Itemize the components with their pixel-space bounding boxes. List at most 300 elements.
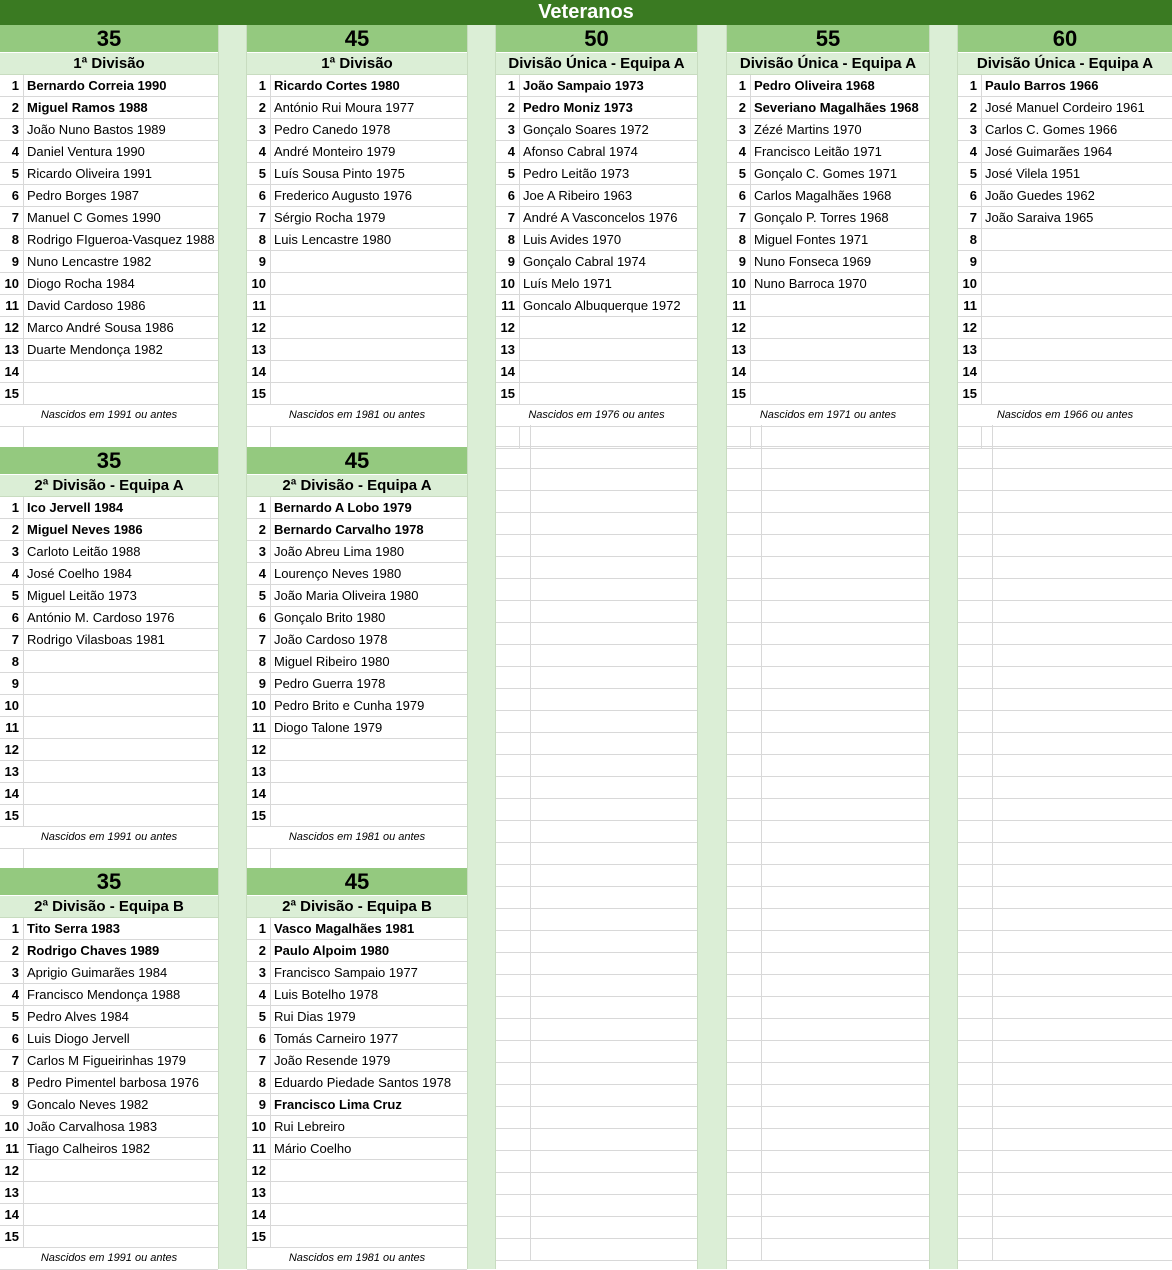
player-row[interactable]: [247, 651, 467, 673]
player-name: João Guedes 1962: [985, 188, 1095, 203]
player-name: [982, 317, 1172, 338]
player-row[interactable]: [0, 607, 218, 629]
player-row[interactable]: [247, 805, 467, 827]
player-row[interactable]: [496, 119, 697, 141]
player-name: Ricardo Oliveira 1991: [27, 166, 153, 181]
empty-row: [958, 931, 1172, 953]
player-row[interactable]: [247, 717, 467, 739]
player-row[interactable]: [0, 1006, 218, 1028]
player-row[interactable]: [0, 497, 218, 519]
player-row[interactable]: [247, 1182, 467, 1204]
player-row[interactable]: [958, 383, 1172, 405]
empty-cell: [958, 447, 993, 468]
player-name: [520, 339, 697, 360]
player-number: 12: [496, 317, 520, 338]
player-number: 11: [0, 717, 24, 738]
player-row[interactable]: [247, 383, 467, 405]
player-row[interactable]: [247, 75, 467, 97]
player-row[interactable]: [496, 97, 697, 119]
player-row[interactable]: [0, 739, 218, 761]
empty-row: [496, 1019, 697, 1041]
player-name: Tomás Carneiro 1977: [274, 1031, 399, 1046]
player-name: [520, 317, 697, 338]
empty-cell: [496, 821, 531, 842]
empty-cell: [958, 469, 993, 490]
player-name: João Resende 1979: [274, 1053, 391, 1068]
player-name: [24, 361, 218, 382]
empty-cell: [958, 997, 993, 1018]
player-name: António M. Cardoso 1976: [27, 610, 175, 625]
player-row[interactable]: [247, 940, 467, 962]
empty-row: [958, 535, 1172, 557]
player-row[interactable]: [727, 295, 929, 317]
player-row[interactable]: [247, 185, 467, 207]
team-block-c35-3: [0, 868, 218, 1270]
player-number: 1: [0, 497, 24, 518]
player-row[interactable]: [958, 119, 1172, 141]
player-row[interactable]: [247, 918, 467, 940]
player-row[interactable]: [0, 563, 218, 585]
empty-row: [727, 733, 929, 755]
player-row[interactable]: [727, 339, 929, 361]
player-name: Pedro Guerra 1978: [274, 676, 386, 691]
player-name: Rodrigo Vilasboas 1981: [27, 632, 165, 647]
player-name: Diogo Talone 1979: [274, 720, 383, 735]
player-number: 13: [0, 1182, 24, 1203]
empty-cell: [496, 1239, 531, 1260]
player-row[interactable]: [247, 541, 467, 563]
player-number: 1: [958, 75, 982, 96]
empty-cell: [0, 849, 24, 870]
player-name: Bernardo Correia 1990: [27, 78, 167, 93]
player-row[interactable]: [247, 1138, 467, 1160]
player-number: 14: [496, 361, 520, 382]
player-name: [271, 739, 467, 760]
empty-row: [727, 1129, 929, 1151]
player-row[interactable]: [0, 1204, 218, 1226]
player-row[interactable]: [247, 629, 467, 651]
empty-cell: [727, 425, 762, 446]
empty-cell: [958, 777, 993, 798]
player-row[interactable]: [247, 1226, 467, 1248]
player-row[interactable]: [247, 739, 467, 761]
player-number: 13: [958, 339, 982, 360]
player-row[interactable]: [247, 1050, 467, 1072]
player-row[interactable]: [727, 383, 929, 405]
empty-cell: [496, 491, 531, 512]
player-name: [271, 1160, 467, 1181]
empty-cell: [958, 1195, 993, 1216]
empty-row: [727, 843, 929, 865]
player-number: 5: [247, 585, 271, 606]
player-row[interactable]: [727, 163, 929, 185]
player-row[interactable]: [0, 673, 218, 695]
player-number: 15: [496, 383, 520, 404]
empty-row: [958, 997, 1172, 1019]
player-row[interactable]: [0, 783, 218, 805]
player-row[interactable]: [0, 251, 218, 273]
player-number: 7: [247, 1050, 271, 1071]
empty-cell: [247, 427, 271, 448]
player-row[interactable]: [247, 1094, 467, 1116]
player-row[interactable]: [247, 1204, 467, 1226]
player-number: 10: [496, 273, 520, 294]
empty-row: [958, 623, 1172, 645]
empty-row: [496, 1195, 697, 1217]
player-row[interactable]: [0, 75, 218, 97]
division-label: 2ª Divisão - Equipa A: [0, 475, 218, 497]
player-number: 14: [0, 361, 24, 382]
player-number: 15: [727, 383, 751, 404]
player-row[interactable]: [0, 761, 218, 783]
player-row[interactable]: [727, 317, 929, 339]
player-row[interactable]: [247, 141, 467, 163]
player-row[interactable]: [247, 1160, 467, 1182]
empty-cell: [496, 1063, 531, 1084]
division-label: 2ª Divisão - Equipa B: [0, 896, 218, 918]
empty-row: [958, 821, 1172, 843]
empty-cell: [958, 535, 993, 556]
team-block-c45-3: [247, 868, 467, 1270]
player-name: João Sampaio 1973: [523, 78, 644, 93]
player-number: 13: [247, 339, 271, 360]
player-row[interactable]: [0, 119, 218, 141]
empty-cell: [958, 887, 993, 908]
player-number: 11: [496, 295, 520, 316]
empty-row: [727, 887, 929, 909]
player-row[interactable]: [0, 295, 218, 317]
player-row[interactable]: [247, 251, 467, 273]
player-row[interactable]: [727, 251, 929, 273]
empty-row: [727, 425, 929, 447]
player-row[interactable]: [0, 962, 218, 984]
player-name: Duarte Mendonça 1982: [27, 342, 163, 357]
player-number: 4: [727, 141, 751, 162]
player-row[interactable]: [0, 185, 218, 207]
player-row[interactable]: [247, 207, 467, 229]
player-number: 13: [247, 761, 271, 782]
empty-cell: [958, 821, 993, 842]
player-row[interactable]: [727, 361, 929, 383]
player-row[interactable]: [0, 1226, 218, 1248]
player-row[interactable]: [0, 1138, 218, 1160]
player-row[interactable]: [0, 805, 218, 827]
player-row[interactable]: [0, 207, 218, 229]
player-number: 1: [496, 75, 520, 96]
empty-row: [958, 1173, 1172, 1195]
player-number: 15: [247, 1226, 271, 1247]
player-row[interactable]: [0, 585, 218, 607]
player-number: 15: [0, 383, 24, 404]
player-row[interactable]: [247, 761, 467, 783]
player-row[interactable]: [0, 1116, 218, 1138]
player-row[interactable]: [496, 273, 697, 295]
player-number: 12: [0, 1160, 24, 1181]
empty-cell: [727, 953, 762, 974]
player-row[interactable]: [727, 97, 929, 119]
empty-row: [958, 447, 1172, 469]
player-row[interactable]: [958, 207, 1172, 229]
player-name: [751, 317, 929, 338]
player-row[interactable]: [0, 541, 218, 563]
player-row[interactable]: [0, 1028, 218, 1050]
player-number: 12: [247, 1160, 271, 1181]
player-row[interactable]: [0, 1182, 218, 1204]
empty-row: [958, 865, 1172, 887]
player-row[interactable]: [0, 229, 218, 251]
player-number: 11: [247, 295, 271, 316]
empty-row: [727, 975, 929, 997]
player-row[interactable]: [0, 317, 218, 339]
player-row[interactable]: [247, 1028, 467, 1050]
player-row[interactable]: [958, 185, 1172, 207]
player-row[interactable]: [247, 519, 467, 541]
player-row[interactable]: [0, 361, 218, 383]
player-row[interactable]: [247, 97, 467, 119]
team-block-c35-1: [0, 25, 218, 449]
empty-cell: [727, 1195, 762, 1216]
player-name: Vasco Magalhães 1981: [274, 921, 415, 936]
empty-row: [727, 997, 929, 1019]
age-category-header: 50: [496, 25, 697, 53]
player-number: 6: [247, 1028, 271, 1049]
player-number: 14: [0, 783, 24, 804]
player-number: 3: [0, 541, 24, 562]
empty-cell: [496, 557, 531, 578]
empty-cell: [958, 667, 993, 688]
empty-cell: [727, 491, 762, 512]
player-row[interactable]: [247, 962, 467, 984]
player-row[interactable]: [496, 361, 697, 383]
player-name: [271, 1226, 467, 1247]
player-name: Carlos Magalhães 1968: [754, 188, 892, 203]
player-number: 10: [0, 273, 24, 294]
player-row[interactable]: [958, 163, 1172, 185]
empty-row: [727, 447, 929, 469]
player-row[interactable]: [247, 695, 467, 717]
empty-row: [496, 1151, 697, 1173]
player-row[interactable]: [958, 141, 1172, 163]
player-row[interactable]: [0, 383, 218, 405]
player-name: Paulo Alpoim 1980: [274, 943, 390, 958]
player-name: [982, 273, 1172, 294]
player-row[interactable]: [0, 940, 218, 962]
empty-row: [496, 491, 697, 513]
player-row[interactable]: [727, 141, 929, 163]
player-number: 2: [958, 97, 982, 118]
player-row[interactable]: [727, 119, 929, 141]
player-row[interactable]: [247, 295, 467, 317]
player-number: 9: [0, 251, 24, 272]
player-row[interactable]: [0, 141, 218, 163]
player-name: Francisco Leitão 1971: [754, 144, 882, 159]
player-row[interactable]: [247, 361, 467, 383]
empty-cell: [958, 865, 993, 886]
player-name: [271, 251, 467, 272]
player-row[interactable]: [0, 339, 218, 361]
player-row[interactable]: [958, 75, 1172, 97]
eligibility-note: Nascidos em 1981 ou antes: [247, 405, 467, 427]
empty-row: [496, 865, 697, 887]
empty-cell: [727, 579, 762, 600]
player-row[interactable]: [958, 273, 1172, 295]
empty-cell: [958, 799, 993, 820]
player-name: Luís Sousa Pinto 1975: [274, 166, 405, 181]
division-label: 1ª Divisão: [247, 53, 467, 75]
player-row[interactable]: [0, 97, 218, 119]
player-row[interactable]: [958, 339, 1172, 361]
player-row[interactable]: [0, 1094, 218, 1116]
player-name: David Cardoso 1986: [27, 298, 146, 313]
player-row[interactable]: [0, 273, 218, 295]
empty-cell: [727, 623, 762, 644]
player-number: 3: [247, 962, 271, 983]
empty-cell: [958, 1107, 993, 1128]
player-row[interactable]: [247, 497, 467, 519]
player-row[interactable]: [727, 273, 929, 295]
empty-row: [958, 975, 1172, 997]
player-number: 7: [0, 207, 24, 228]
empty-row: [496, 535, 697, 557]
player-row[interactable]: [0, 651, 218, 673]
player-name: Marco André Sousa 1986: [27, 320, 174, 335]
player-row[interactable]: [247, 1116, 467, 1138]
empty-cell: [727, 1151, 762, 1172]
player-number: 8: [247, 1072, 271, 1093]
player-row[interactable]: [247, 673, 467, 695]
empty-row: [958, 711, 1172, 733]
empty-cell: [958, 601, 993, 622]
empty-cell: [958, 645, 993, 666]
player-row[interactable]: [958, 317, 1172, 339]
empty-row: [958, 689, 1172, 711]
player-row[interactable]: [727, 75, 929, 97]
player-row[interactable]: [958, 229, 1172, 251]
player-row[interactable]: [496, 339, 697, 361]
player-row[interactable]: [958, 97, 1172, 119]
player-row[interactable]: [496, 141, 697, 163]
player-number: 15: [0, 805, 24, 826]
player-row[interactable]: [247, 783, 467, 805]
player-number: 7: [0, 629, 24, 650]
empty-cell: [496, 513, 531, 534]
player-row[interactable]: [496, 163, 697, 185]
empty-row: [958, 1129, 1172, 1151]
player-name: Ico Jervell 1984: [27, 500, 124, 515]
empty-row: [727, 821, 929, 843]
player-name: André A Vasconcelos 1976: [523, 210, 678, 225]
player-row[interactable]: [496, 251, 697, 273]
player-row[interactable]: [496, 229, 697, 251]
player-row[interactable]: [0, 918, 218, 940]
empty-row: [496, 953, 697, 975]
player-number: 10: [0, 1116, 24, 1137]
division-label: 2ª Divisão - Equipa B: [247, 896, 467, 918]
player-row[interactable]: [247, 585, 467, 607]
empty-row: [496, 1173, 697, 1195]
player-name: Francisco Mendonça 1988: [27, 987, 181, 1002]
player-row[interactable]: [247, 563, 467, 585]
empty-cell: [727, 667, 762, 688]
player-row[interactable]: [0, 519, 218, 541]
empty-cell: [727, 755, 762, 776]
player-name: João Saraiva 1965: [985, 210, 1094, 225]
player-number: 1: [247, 75, 271, 96]
player-name: Pedro Borges 1987: [27, 188, 140, 203]
player-row[interactable]: [247, 273, 467, 295]
player-row[interactable]: [0, 163, 218, 185]
player-row[interactable]: [727, 185, 929, 207]
player-row[interactable]: [247, 163, 467, 185]
empty-row: [727, 755, 929, 777]
empty-cell: [496, 447, 531, 468]
player-number: 6: [247, 185, 271, 206]
player-row[interactable]: [496, 295, 697, 317]
eligibility-note: Nascidos em 1991 ou antes: [0, 405, 218, 427]
player-number: 5: [247, 163, 271, 184]
player-row[interactable]: [0, 984, 218, 1006]
empty-row: [727, 469, 929, 491]
player-number: 15: [0, 1226, 24, 1247]
empty-row: [727, 623, 929, 645]
player-row[interactable]: [247, 1072, 467, 1094]
empty-cell: [496, 755, 531, 776]
player-row[interactable]: [0, 629, 218, 651]
player-row[interactable]: [496, 207, 697, 229]
empty-cell: [496, 667, 531, 688]
player-number: 7: [727, 207, 751, 228]
player-name: [24, 383, 218, 404]
empty-cell: [958, 623, 993, 644]
player-number: 3: [496, 119, 520, 140]
player-row[interactable]: [247, 229, 467, 251]
player-row[interactable]: [727, 229, 929, 251]
player-row[interactable]: [247, 119, 467, 141]
empty-cell: [958, 1085, 993, 1106]
player-number: 2: [247, 519, 271, 540]
player-number: 5: [0, 1006, 24, 1027]
player-row[interactable]: [0, 1160, 218, 1182]
empty-cell: [727, 513, 762, 534]
player-number: 5: [0, 163, 24, 184]
player-row[interactable]: [247, 607, 467, 629]
player-row[interactable]: [496, 383, 697, 405]
player-row[interactable]: [0, 695, 218, 717]
age-category-header: 45: [247, 25, 467, 53]
player-number: 4: [247, 141, 271, 162]
player-row[interactable]: [247, 984, 467, 1006]
player-row[interactable]: [247, 1006, 467, 1028]
player-name: João Carvalhosa 1983: [27, 1119, 158, 1134]
player-row[interactable]: [0, 1050, 218, 1072]
player-row[interactable]: [958, 295, 1172, 317]
empty-cell: [958, 931, 993, 952]
player-row[interactable]: [958, 361, 1172, 383]
empty-row: [496, 909, 697, 931]
player-row[interactable]: [496, 75, 697, 97]
player-row[interactable]: [496, 185, 697, 207]
player-row[interactable]: [0, 717, 218, 739]
player-row[interactable]: [247, 317, 467, 339]
empty-cell: [496, 1085, 531, 1106]
player-row[interactable]: [247, 339, 467, 361]
player-row[interactable]: [958, 251, 1172, 273]
player-row[interactable]: [0, 1072, 218, 1094]
player-name: Paulo Barros 1966: [985, 78, 1099, 93]
player-row[interactable]: [727, 207, 929, 229]
player-number: 12: [0, 739, 24, 760]
player-row[interactable]: [496, 317, 697, 339]
